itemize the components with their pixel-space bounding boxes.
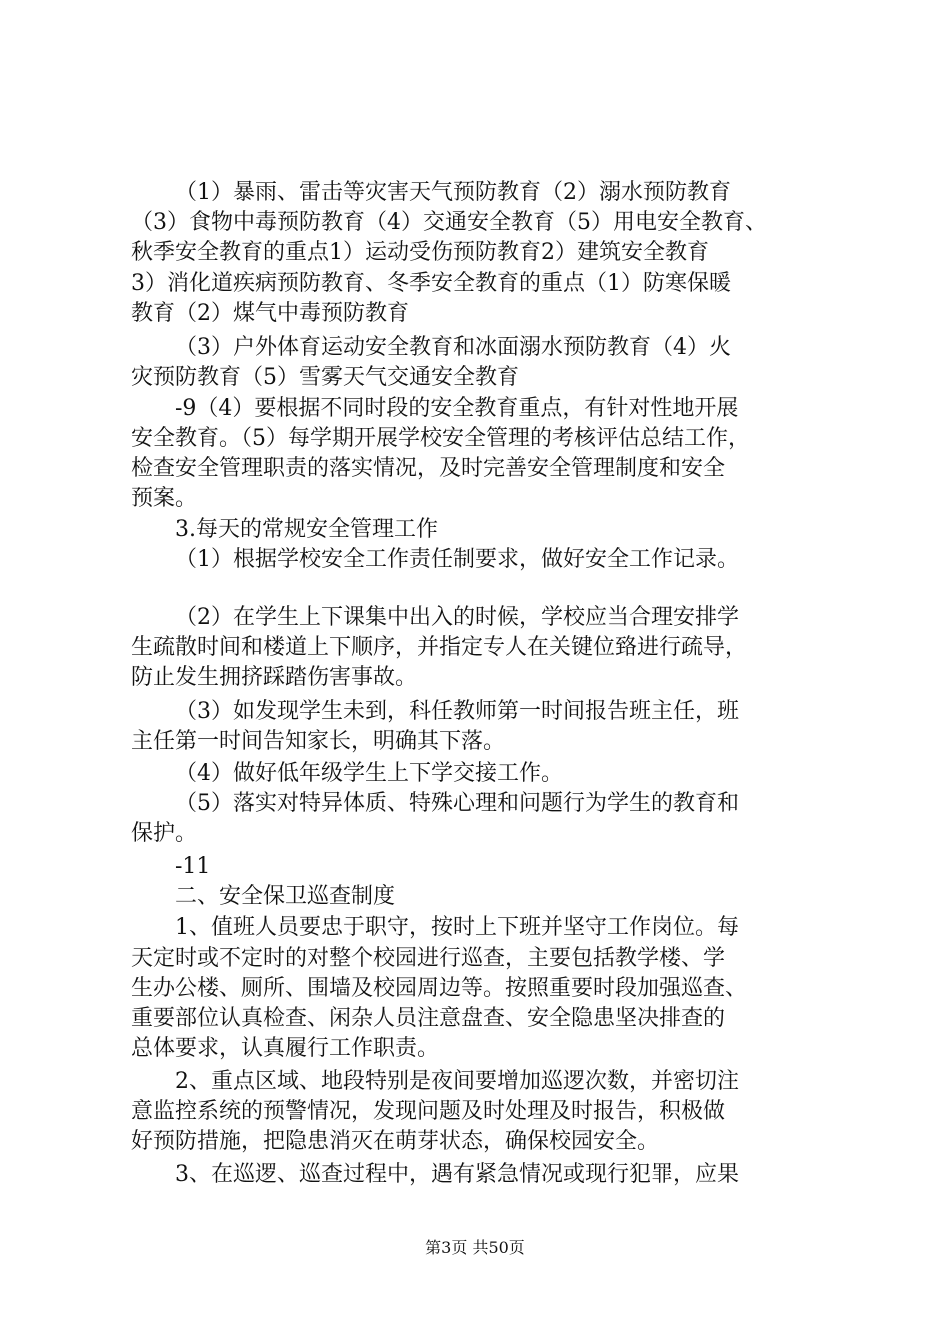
text-line: 2、重点区域、地段特别是夜间要增加巡逻次数，并密切注 [175,1069,739,1094]
text-line: 生办公楼、厕所、围墙及校园周边等。按照重要时段加强巡查、 [131,976,748,1001]
text-line: 重要部位认真检查、闲杂人员注意盘查、安全隐患坚决排查的 [131,1006,726,1031]
text-line: （4）做好低年级学生上下学交接工作。 [175,761,563,786]
text-line: 防止发生拥挤踩踏伤害事故。 [131,665,418,690]
text-line: （5）落实对特异体质、特殊心理和问题行为学生的教育和 [175,791,739,816]
text-line: 灾预防教育（5）雪雾天气交通安全教育 [131,365,519,390]
text-line: （3）食物中毒预防教育（4）交通安全教育（5）用电安全教育、 [131,210,767,235]
text-line: 总体要求，认真履行工作职责。 [131,1036,440,1061]
text-line: 好预防措施，把隐患消灭在萌芽状态，确保校园安全。 [131,1129,660,1154]
text-line: 保护。 [131,821,198,846]
text-line: 意监控系统的预警情况，发现问题及时处理及时报告，积极做 [131,1099,726,1124]
text-line: （3）如发现学生未到，科任教师第一时间报告班主任，班 [175,699,739,724]
text-line: 检查安全管理职责的落实情况，及时完善安全管理制度和安全 [131,456,726,481]
section-heading: 二、安全保卫巡查制度 [175,884,396,909]
text-line: （1）根据学校安全工作责任制要求，做好安全工作记录。 [175,547,739,572]
text-line: 秋季安全教育的重点1）运动受伤预防教育2）建筑安全教育 [131,240,709,265]
text-line: 生疏散时间和楼道上下顺序，并指定专人在关键位臵进行疏导， [131,635,748,660]
section-heading: 3.每天的常规安全管理工作 [175,517,438,542]
text-line: （3）户外体育运动安全教育和冰面溺水预防教育（4）火 [175,335,731,360]
page-number-footer: 第3页 共50页 [425,1238,525,1257]
text-line: 教育（2）煤气中毒预防教育 [131,301,409,326]
text-line: 预案。 [131,486,198,511]
text-line: 3、在巡逻、巡查过程中，遇有紧急情况或现行犯罪，应果 [175,1162,739,1187]
text-line: -9（4）要根据不同时段的安全教育重点，有针对性地开展 [175,396,739,421]
text-line: -11 [175,854,211,879]
text-line: 主任第一时间告知家长，明确其下落。 [131,729,506,754]
text-line: 3）消化道疾病预防教育、冬季安全教育的重点（1）防寒保暖 [131,271,731,296]
text-line: 天定时或不定时的对整个校园进行巡查，主要包括教学楼、学 [131,946,726,971]
text-line: 安全教育。（5）每学期开展学校安全管理的考核评估总结工作， [131,426,750,451]
text-line: （2）在学生上下课集中出入的时候，学校应当合理安排学 [175,605,739,630]
text-line: 1、值班人员要忠于职守，按时上下班并坚守工作岗位。每 [175,915,739,940]
text-line: （1）暴雨、雷击等灾害天气预防教育（2）溺水预防教育 [175,180,731,205]
